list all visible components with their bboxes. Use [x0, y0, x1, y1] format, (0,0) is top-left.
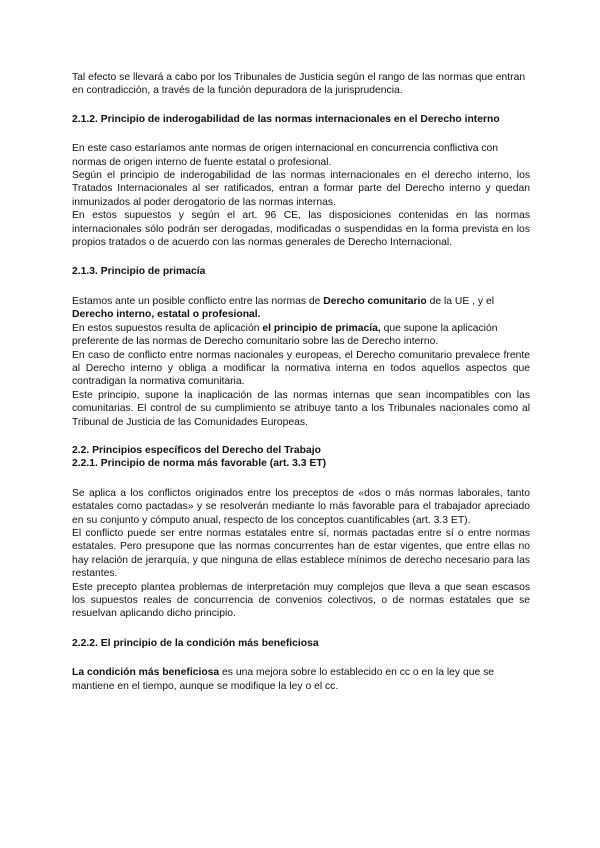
s221-paragraph-3: Este precepto plantea problemas de interpretación muy complejos que lleva a que sean escasos los supuestos reales de concurrencia de convenios colectivos, o de normas estatales que se resuelvan aplicando dicho principio.	[72, 581, 530, 620]
s222-paragraph-1: La condición más beneficiosa es una mejora sobre lo establecido en cc o en la ley que se mantiene en el tiempo, aunque se modifique la ley o el cc.	[72, 667, 495, 692]
s212-paragraph-3: En estos supuestos y según el art. 96 CE, las disposiciones contenidas en las normas internacionales sólo podrán ser derogadas, modificadas o suspendidas en la forma prevista en los propios tratados o de acuerdo con las normas generales de Derecho Internacional.	[72, 210, 530, 249]
heading-2-2-1: 2.2.1. Principio de norma más favorable (art. 3.3 ET)	[72, 458, 327, 470]
s221-paragraph-1: Se aplica a los conflictos originados entre los preceptos de «dos o más normas laborales, tanto estatales como pactadas» y se resolverán mediante lo más favorable para el trabajador apreciado en su conjunto y cómputo anual, respecto de los conceptos cuantificables (art. 3.3 ET).	[72, 487, 530, 526]
heading-2-1-3: 2.1.3. Principio de primacía	[72, 266, 206, 278]
s221-paragraph-2: El conflicto puede ser entre normas estatales entre sí, normas pactadas entre sí o entre normas estatales. Pero presupone que las normas concurrentes han de estar vigentes, que entre ellas no hay relación de jerarquía, y que ninguna de ellas establece mínimos de derecho necesario para las restantes.	[72, 527, 530, 580]
s212-paragraph-1: En este caso estaríamos ante normas de origen internacional en concurrencia conflictiva con normas de origen interno de fuente estatal o profesional.	[72, 143, 499, 168]
s213-paragraph-2: En estos supuestos resulta de aplicación el principio de primacía, que supone la aplicación preferente de las normas de Derecho comunitario sobre las de Derecho interno.	[72, 322, 498, 348]
s213-paragraph-4: Este principio, supone la inaplicación de las normas internas que sean incompatibles con las comunitarias. El control de su cumplimiento se atribuye tanto a los Tribunales nacionales como al Tribunal de Justicia de las Comunidades Europeas.	[72, 389, 530, 428]
document-page	[72, 71, 530, 693]
s213-paragraph-1: Estamos ante un posible conflicto entre las normas de Derecho comunitario de la UE , y el Derecho interno, estatal o profesional.	[72, 295, 494, 321]
intro-paragraph: Tal efecto se llevará a cabo por los Tribunales de Justicia según el rango de las normas que entran en contradicción, a través de la función depuradora de la jurisprudencia.	[72, 72, 526, 97]
heading-2-2-2: 2.2.2. El principio de la condición más beneficiosa	[72, 637, 319, 649]
s212-paragraph-2: Según el principio de inderogabilidad de las normas internacionales en el derecho interno, los Tratados Internacionales al ser ratificados, entran a formar parte del Derecho interno y quedan inmunizados al poder derogatorio de las normas internas.	[72, 170, 530, 208]
heading-2-1-2: 2.1.2. Principio de inderogabilidad de las normas internacionales en el Derecho interno	[72, 113, 500, 125]
s213-paragraph-3: En caso de conflicto entre normas nacionales y europeas, el Derecho comunitario prevalece frente al Derecho interno y obliga a modificar la normativa interna en todos aquellos aspectos que contradigan la normativa comunitaria.	[72, 349, 530, 388]
heading-2-2: 2.2. Principios específicos del Derecho del Trabajo	[72, 444, 321, 456]
